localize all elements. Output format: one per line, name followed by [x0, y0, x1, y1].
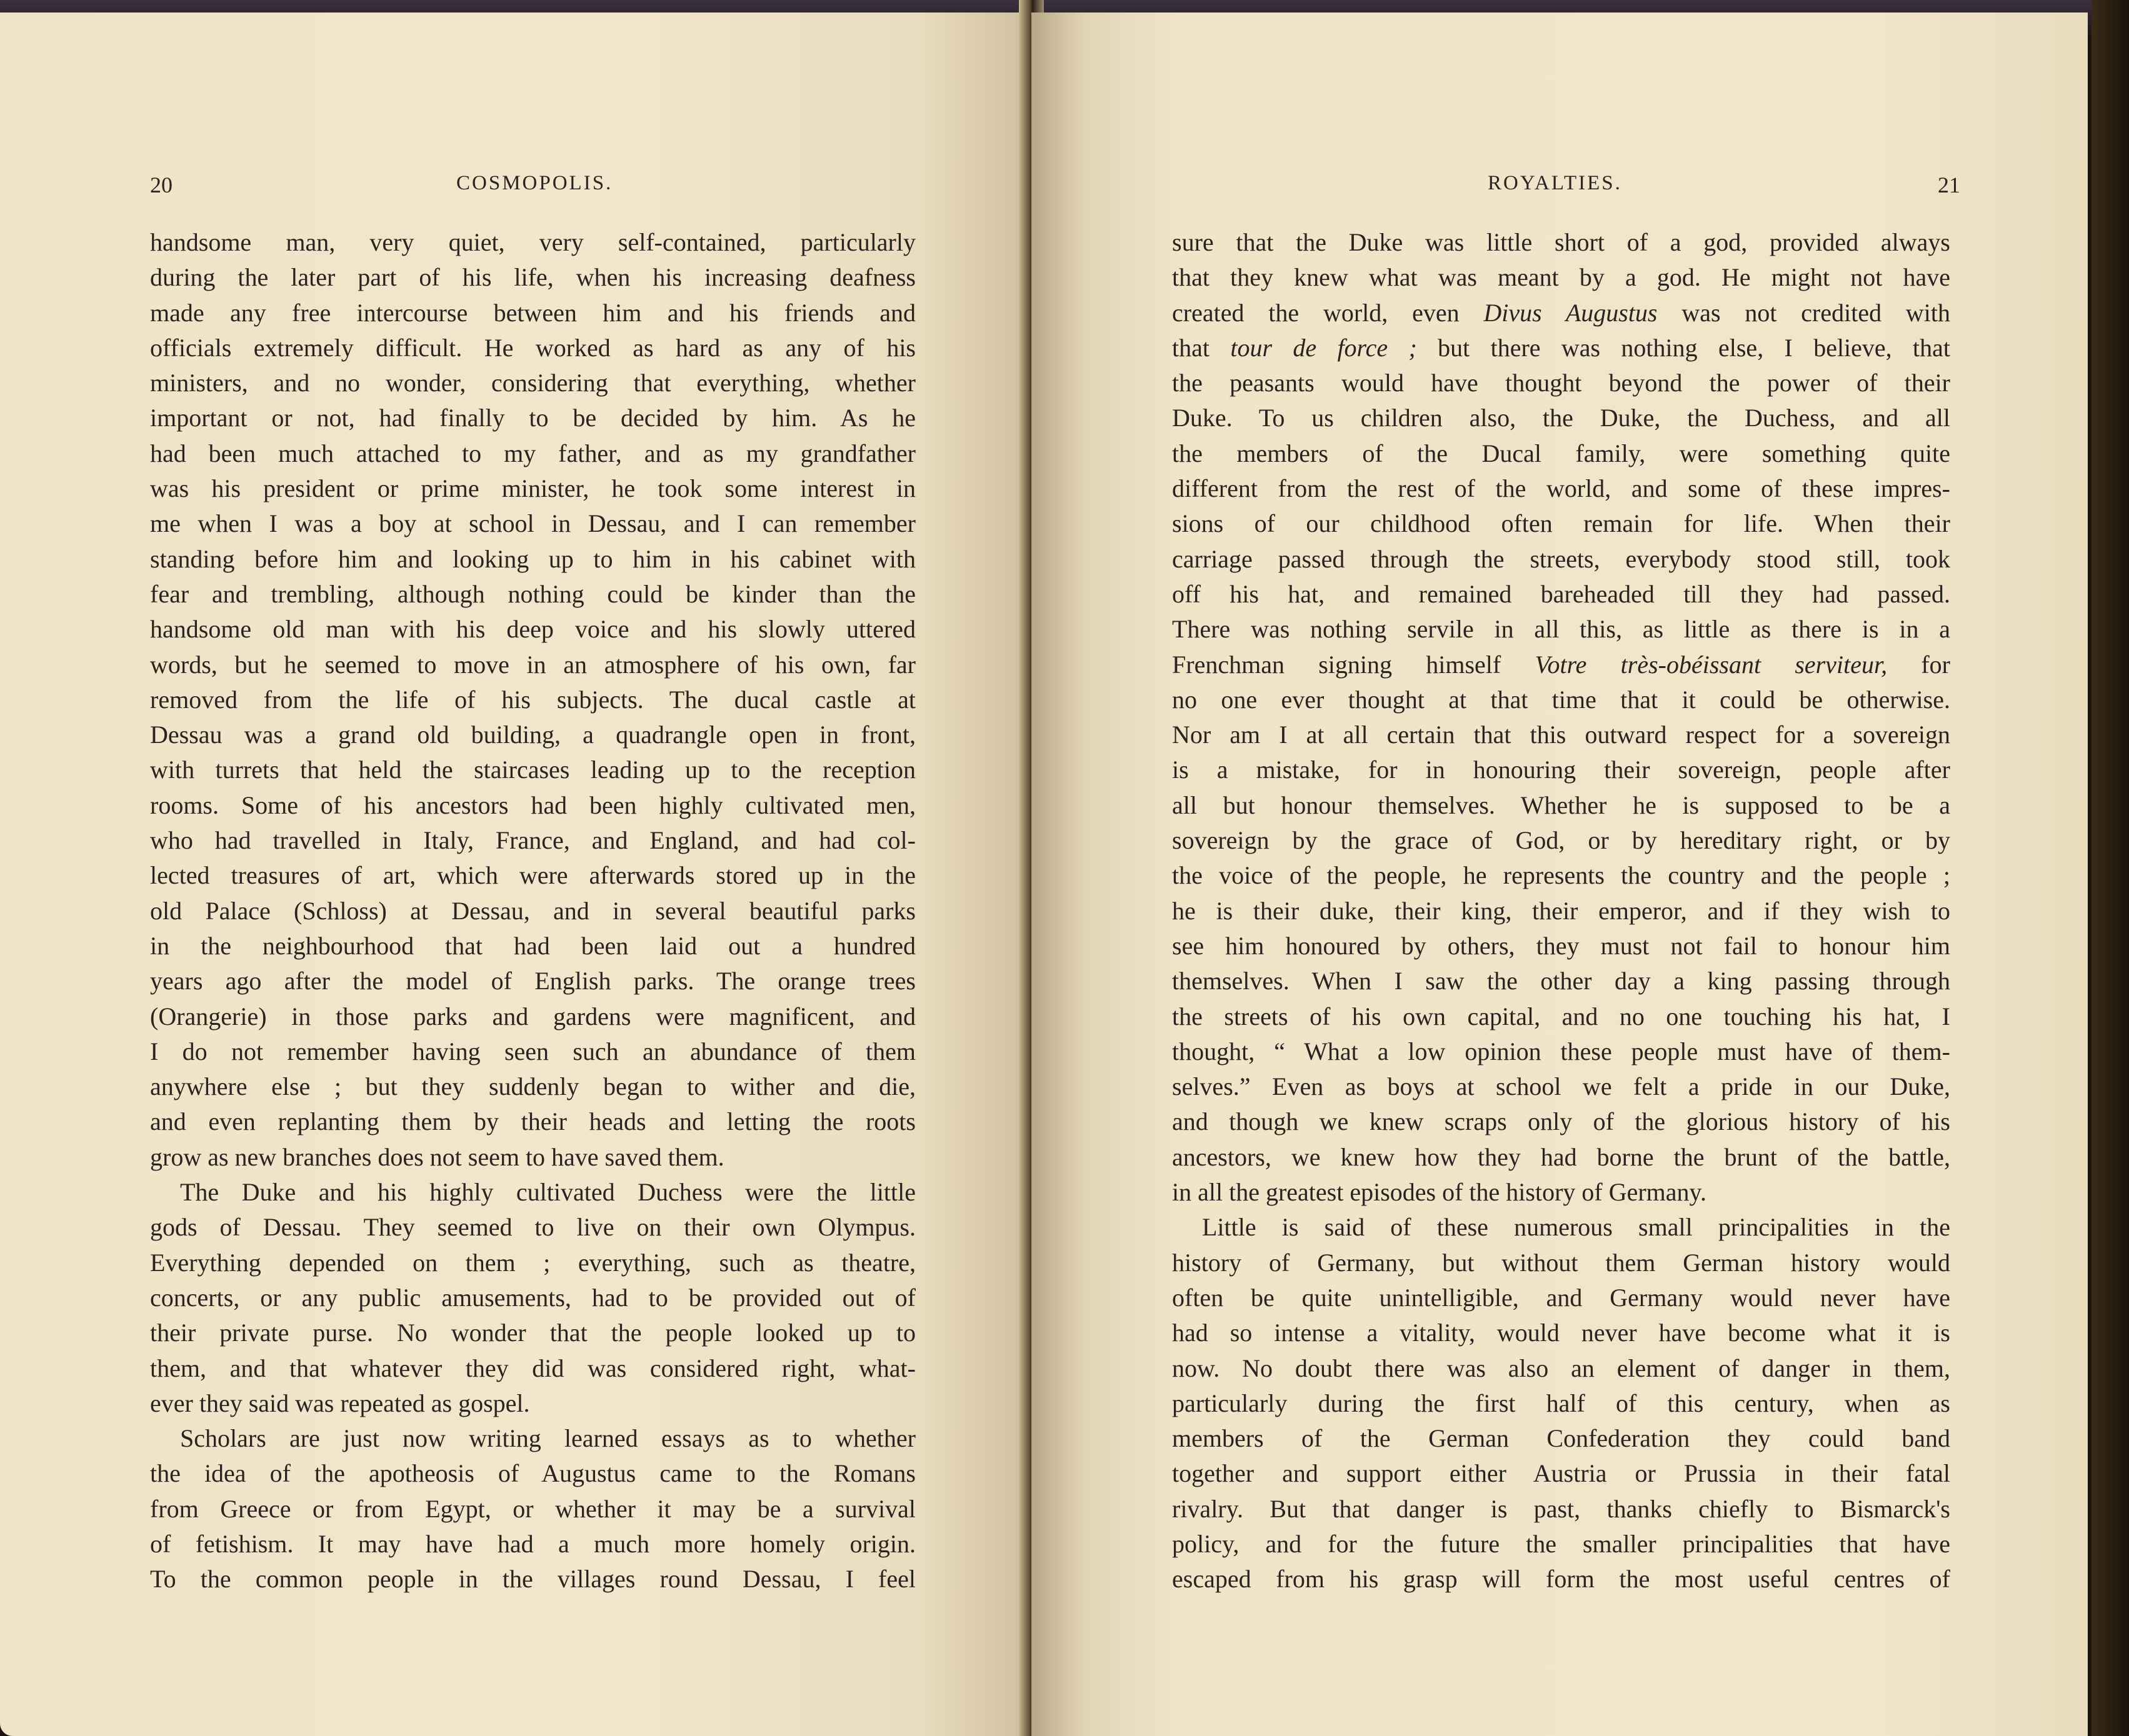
right-page-number: 21 — [1938, 172, 1960, 197]
text-line: Nor am I at all certain that this outward respect for a sovereign — [1172, 721, 1950, 749]
text-line: Little is said of these numerous small principalities in the — [1202, 1213, 1950, 1242]
text-line: now. No doubt there was also an element of danger in them, — [1172, 1354, 1950, 1382]
left-running-head — [0, 172, 1025, 209]
text-line: themselves. When I saw the other day a king passing through — [1172, 967, 1950, 995]
text-line: handsome old man with his deep voice and his slowly uttered — [150, 615, 916, 644]
text-line: carriage passed through the streets, everybody stood still, took — [1172, 544, 1950, 573]
text-line: concerts, or any public amusements, had to be provided out of — [150, 1283, 916, 1312]
text-line: who had travelled in Italy, France, and England, and had col- — [150, 826, 916, 855]
text-line: had so intense a vitality, would never have become what it is — [1172, 1319, 1950, 1347]
text-line: no one ever thought at that time that it could be otherwise. — [1172, 685, 1950, 714]
text-line: handsome man, very quiet, very self-contained, particularly — [150, 228, 916, 256]
text-line: standing before him and looking up to him in his cabinet with — [150, 544, 916, 573]
text-line: in the neighbourhood that had been laid out a hundred — [150, 931, 916, 960]
text-line: rivalry. But that danger is past, thanks chiefly to Bismarck's — [1172, 1494, 1950, 1523]
text-line: the peasants would have thought beyond the power of their — [1172, 369, 1950, 397]
text-line: see him honoured by others, they must not fail to honour him — [1172, 931, 1950, 960]
text-line: (Orangerie) in those parks and gardens were magnificent, and — [150, 1002, 916, 1030]
text-line: the idea of the apotheosis of Augustus came to the Romans — [150, 1459, 916, 1488]
text-line: ancestors, we knew how they had borne the brunt of the battle, — [1172, 1142, 1950, 1171]
text-line: the members of the Ducal family, were something quite — [1172, 439, 1950, 467]
right-running-head — [1031, 172, 2088, 209]
text-line: that tour de force ; but there was nothing else, I believe, that — [1172, 333, 1950, 362]
text-line: lected treasures of art, which were afterwards stored up in the — [150, 861, 916, 890]
text-line: Everything depended on them ; everything, such as theatre, — [150, 1248, 916, 1277]
text-line: that they knew what was meant by a god. He might not have — [1172, 263, 1950, 292]
text-line: and though we knew scraps only of the glorious history of his — [1172, 1107, 1950, 1136]
text-line: members of the German Confederation they could band — [1172, 1424, 1950, 1453]
text-line: off his hat, and remained bareheaded till they had passed. — [1172, 579, 1950, 608]
text-line: escaped from his grasp will form the most useful centres of — [1172, 1565, 1950, 1594]
text-line: sure that the Duke was little short of a god, provided always — [1172, 228, 1950, 256]
text-line: Frenchman signing himself Votre très-obéissant serviteur, for — [1172, 650, 1950, 679]
left-page-body-text — [150, 225, 916, 1597]
text-line: anywhere else ; but they suddenly began to wither and die, — [150, 1072, 916, 1101]
text-line: selves.” Even as boys at school we felt a pride in our Duke, — [1172, 1072, 1950, 1101]
book-cover-right-edge — [2091, 0, 2129, 1736]
text-line: of fetishism. It may have had a much more homely origin. — [150, 1529, 916, 1558]
text-line: the voice of the people, he represents the country and the people ; — [1172, 861, 1950, 890]
text-line: had been much attached to my father, and as my grandfather — [150, 439, 916, 467]
text-line: together and support either Austria or Prussia in their fatal — [1172, 1459, 1950, 1488]
text-line: years ago after the model of English parks. The orange trees — [150, 967, 916, 995]
text-line: rooms. Some of his ancestors had been highly cultivated men, — [150, 791, 916, 819]
text-line: in all the greatest episodes of the history of Germany. — [1172, 1178, 1706, 1207]
text-line: from Greece or from Egypt, or whether it may be a survival — [150, 1494, 916, 1523]
text-line: Duke. To us children also, the Duke, the Duchess, and all — [1172, 404, 1950, 432]
text-line: during the later part of his life, when his increasing deafness — [150, 263, 916, 292]
text-line: There was nothing servile in all this, as little as there is in a — [1172, 615, 1950, 644]
text-line: he is their duke, their king, their emperor, and if they wish to — [1172, 896, 1950, 925]
text-line: removed from the life of his subjects. The ducal castle at — [150, 685, 916, 714]
text-line: their private purse. No wonder that the people looked up to — [150, 1319, 916, 1347]
left-page — [0, 12, 1025, 1736]
text-line: and even replanting them by their heads and letting the roots — [150, 1107, 916, 1136]
text-line: thought, “ What a low opinion these people must have of them- — [1172, 1037, 1950, 1065]
text-line: I do not remember having seen such an abundance of them — [150, 1037, 916, 1065]
text-line: Scholars are just now writing learned essays as to whether — [180, 1424, 916, 1453]
text-line: often be quite unintelligible, and Germany would never have — [1172, 1283, 1950, 1312]
right-page-body-text — [1172, 225, 1950, 1597]
text-line: me when I was a boy at school in Dessau, and I can remember — [150, 509, 916, 538]
text-line: is a mistake, for in honouring their sovereign, people after — [1172, 756, 1950, 784]
text-line: created the world, even Divus Augustus was not credited with — [1172, 298, 1950, 327]
text-line: different from the rest of the world, and some of these impres- — [1172, 474, 1950, 503]
text-line: sovereign by the grace of God, or by hereditary right, or by — [1172, 826, 1950, 855]
text-line: The Duke and his highly cultivated Duchess were the little — [180, 1178, 916, 1207]
text-line: old Palace (Schloss) at Dessau, and in several beautiful parks — [150, 896, 916, 925]
text-line: officials extremely difficult. He worked as hard as any of his — [150, 333, 916, 362]
text-line: To the common people in the villages round Dessau, I feel — [150, 1565, 916, 1594]
text-line: gods of Dessau. They seemed to live on their own Olympus. — [150, 1213, 916, 1242]
text-line: them, and that whatever they did was considered right, what- — [150, 1354, 916, 1382]
text-line: ever they said was repeated as gospel. — [150, 1389, 530, 1417]
text-line: important or not, had finally to be decided by him. As he — [150, 404, 916, 432]
text-line: Dessau was a grand old building, a quadrangle open in front, — [150, 721, 916, 749]
left-page-number: 20 — [150, 172, 173, 197]
text-line: sions of our childhood often remain for life. When their — [1172, 509, 1950, 538]
text-line: ministers, and no wonder, considering that everything, whether — [150, 369, 916, 397]
text-line: was his president or prime minister, he took some interest in — [150, 474, 916, 503]
text-line: particularly during the first half of this century, when as — [1172, 1389, 1950, 1417]
text-line: policy, and for the future the smaller principalities that have — [1172, 1529, 1950, 1558]
right-page — [1031, 12, 2088, 1736]
left-running-title: COSMOPOLIS. — [456, 172, 613, 194]
text-line: fear and trembling, although nothing could be kinder than the — [150, 579, 916, 608]
right-running-title: ROYALTIES. — [1488, 172, 1622, 194]
text-line: the streets of his own capital, and no one touching his hat, I — [1172, 1002, 1950, 1030]
text-line: with turrets that held the staircases leading up to the reception — [150, 756, 916, 784]
text-line: all but honour themselves. Whether he is supposed to be a — [1172, 791, 1950, 819]
text-line: history of Germany, but without them German history would — [1172, 1248, 1950, 1277]
text-line: grow as new branches does not seem to have saved them. — [150, 1142, 724, 1171]
text-line: made any free intercourse between him and his friends and — [150, 298, 916, 327]
text-line: words, but he seemed to move in an atmosphere of his own, far — [150, 650, 916, 679]
